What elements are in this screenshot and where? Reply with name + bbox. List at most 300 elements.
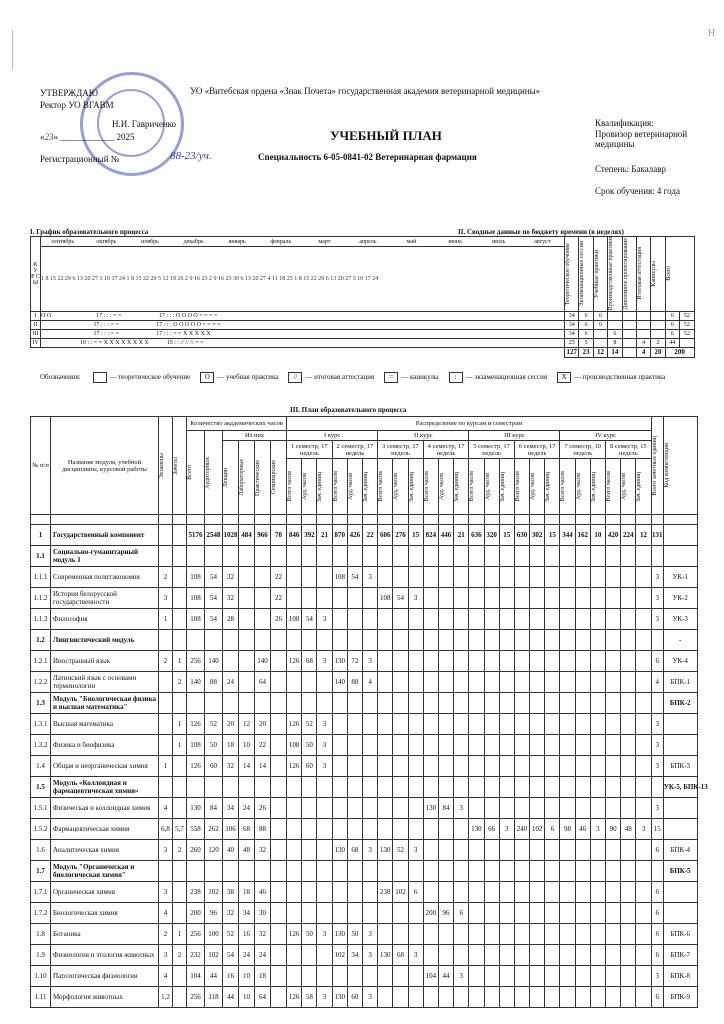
semester-cell (560, 693, 575, 714)
h-zet: Всего зачетных единиц (651, 417, 663, 515)
hours-cell (239, 588, 255, 609)
col-spacer (499, 515, 514, 525)
semester-cell (393, 861, 408, 882)
semester-cell (469, 966, 484, 987)
hours-cell: 88 (255, 819, 271, 840)
col-spacer (545, 515, 560, 525)
hours-cell: 52 (223, 924, 239, 945)
h-sem-sub: Зач. единиц (545, 459, 560, 515)
zet-total: 6 (651, 924, 663, 945)
semester-cell (438, 861, 453, 882)
semester-cell (636, 756, 651, 777)
semester-cell (408, 672, 423, 693)
hours-cell (271, 630, 287, 651)
semester-cell (317, 819, 332, 840)
semester-cell (454, 924, 469, 945)
semester-cell (621, 903, 636, 924)
legend-symbol (93, 372, 107, 383)
hours-cell (223, 693, 239, 714)
semester-cell (332, 588, 347, 609)
competence-code: БПК-8 (663, 966, 697, 987)
semester-cell (636, 924, 651, 945)
semester-cell (606, 777, 621, 798)
discipline-name: Биологическая химия (51, 903, 159, 924)
discipline-name: Общая и неорганическая химия (51, 756, 159, 777)
zet-total: 3 (651, 735, 663, 756)
h-sem-sub: Всего часов (606, 459, 621, 515)
sum-total-h: Всего (665, 237, 694, 312)
budget-cell: 6 (593, 320, 607, 329)
semester-cell (499, 756, 514, 777)
semester-cell (560, 588, 575, 609)
semester-cell (347, 588, 362, 609)
semester-cell (545, 567, 560, 588)
semester-cell (484, 735, 499, 756)
semester-cell (287, 819, 302, 840)
semester-cell (423, 672, 438, 693)
semester-cell (530, 567, 545, 588)
semester-cell (606, 882, 621, 903)
hours-cell: 130 (187, 798, 205, 819)
semester-cell (454, 882, 469, 903)
semester-cell (317, 945, 332, 966)
zet-total (651, 630, 663, 651)
semester-cell (590, 966, 605, 987)
legend-item (93, 373, 191, 381)
semester-cell (423, 756, 438, 777)
semester-cell (590, 735, 605, 756)
exam-semesters: 1,2 (159, 987, 173, 1008)
col-spacer (408, 515, 423, 525)
legend-text: — итоговая аттестация (305, 373, 375, 382)
semester-cell: 50 (302, 735, 317, 756)
budget-cell (622, 320, 636, 329)
semester-cell (499, 609, 514, 630)
hours-cell: 126 (187, 714, 205, 735)
h-lect: Лекции (223, 441, 239, 515)
plan-row (31, 672, 698, 693)
h-sem-sub: Всего часов (287, 459, 302, 515)
semester-cell (408, 861, 423, 882)
semester-cell: 6 (545, 819, 560, 840)
hours-cell: 484 (239, 525, 255, 546)
plan-row (31, 945, 698, 966)
plan-row (31, 735, 698, 756)
semester-cell (469, 756, 484, 777)
row-num: 1.7.1 (31, 882, 51, 903)
semester-cell (378, 924, 393, 945)
semester-cell (423, 546, 438, 567)
semester-cell (423, 777, 438, 798)
semester-cell (606, 609, 621, 630)
semester-cell (484, 567, 499, 588)
semester-cell: 3 (317, 651, 332, 672)
semester-cell: 50 (302, 924, 317, 945)
col-spacer (454, 515, 469, 525)
credit-semesters: 5,7 (173, 819, 187, 840)
hours-cell (255, 861, 271, 882)
zet-total: 3 (651, 798, 663, 819)
schedule-row (31, 320, 695, 329)
plan-row (31, 798, 698, 819)
semester-cell (499, 987, 514, 1008)
zet-total: 15 (651, 819, 663, 840)
col-spacer (575, 515, 590, 525)
reg-number: 88-23/уч. (170, 150, 212, 162)
semester-cell (621, 546, 636, 567)
semester-cell (317, 588, 332, 609)
hours-cell: 44 (223, 987, 239, 1008)
semester-cell (499, 567, 514, 588)
budget-cell: 6 (608, 329, 622, 338)
exam-semesters: 2 (159, 651, 173, 672)
semester-cell (499, 924, 514, 945)
semester-cell (287, 945, 302, 966)
semester-cell (378, 630, 393, 651)
semester-cell: 3 (454, 798, 469, 819)
semester-cell: 420 (606, 525, 621, 546)
h-num: № п/п (31, 417, 51, 515)
semester-cell (590, 861, 605, 882)
hours-cell: 256 (187, 924, 205, 945)
semester-cell (514, 861, 529, 882)
semester-cell (575, 693, 590, 714)
month-11: июль (492, 238, 506, 245)
semester-cell (606, 714, 621, 735)
legend-text: — теоретическое обучение (109, 373, 191, 382)
hours-cell (205, 546, 223, 567)
exam-semesters: 1 (159, 609, 173, 630)
semester-cell (545, 861, 560, 882)
col-spacer (514, 515, 529, 525)
hours-cell (239, 546, 255, 567)
semester-cell (636, 798, 651, 819)
semester-cell (317, 861, 332, 882)
h-semester-4: 4 семестр, 17 недель (423, 441, 469, 459)
budget-cell: 52 (680, 320, 694, 329)
competence-code (663, 798, 697, 819)
hours-cell: 24 (255, 945, 271, 966)
semester-cell (287, 567, 302, 588)
budget-cell (608, 320, 622, 329)
budget-cell: 6 (665, 329, 679, 338)
semester-cell (438, 840, 453, 861)
row-num: 1.1.2 (31, 588, 51, 609)
h-pract: Практические (255, 441, 271, 515)
h-sem-sub: Ауд. часов (438, 459, 453, 515)
discipline-name: Современная политэкономия (51, 567, 159, 588)
semester-cell (560, 924, 575, 945)
semester-cell (378, 714, 393, 735)
zet-total: 6 (651, 651, 663, 672)
hours-cell (255, 693, 271, 714)
plan-row (31, 630, 698, 651)
semester-cell (621, 651, 636, 672)
hours-cell: 54 (205, 609, 223, 630)
hours-cell: 10 (239, 966, 255, 987)
semester-cell (530, 903, 545, 924)
budget-cell: 52 (680, 311, 694, 320)
semester-cell (332, 714, 347, 735)
semester-cell (575, 609, 590, 630)
semester-cell (317, 966, 332, 987)
schedule-weeks: 17 : : : = = 17 : : : О О О О О = = = = (41, 320, 565, 329)
col-spacer (271, 515, 287, 525)
semester-cell (621, 861, 636, 882)
semester-cell (514, 588, 529, 609)
h-sem-sub: Зач. единиц (590, 459, 605, 515)
row-num: 1.6 (31, 840, 51, 861)
credit-semesters: 2 (173, 672, 187, 693)
semester-cell (499, 651, 514, 672)
semester-cell (606, 945, 621, 966)
semester-cell (590, 651, 605, 672)
plan-title: III. План образовательного процесса (290, 406, 407, 414)
hours-cell (255, 588, 271, 609)
exam-semesters: 6,8 (159, 819, 173, 840)
plan-row (31, 882, 698, 903)
semester-cell (530, 735, 545, 756)
credit-semesters: 1 (173, 924, 187, 945)
discipline-name: Модуль "Органическая и биологическая химия" (51, 861, 159, 882)
semester-cell: 68 (393, 945, 408, 966)
semester-cell (499, 777, 514, 798)
hours-cell: 102 (205, 882, 223, 903)
semester-cell (378, 861, 393, 882)
semester-cell (590, 630, 605, 651)
budget-cell: 2 (651, 338, 665, 347)
semester-cell (636, 693, 651, 714)
semester-cell (423, 651, 438, 672)
semester-cell (545, 840, 560, 861)
semester-cell (484, 693, 499, 714)
semester-cell (621, 798, 636, 819)
semester-cell: 22 (363, 525, 378, 546)
semester-cell (545, 945, 560, 966)
semester-cell (438, 714, 453, 735)
semester-cell (484, 756, 499, 777)
credit-semesters: 2 (173, 840, 187, 861)
semester-cell (317, 777, 332, 798)
competence-code (663, 714, 697, 735)
budget-cell (651, 320, 665, 329)
semester-cell (575, 546, 590, 567)
semester-cell: 3 (363, 987, 378, 1008)
hours-cell (239, 609, 255, 630)
row-num: 1.11 (31, 987, 51, 1008)
semester-cell (393, 567, 408, 588)
legend-label: Обозначения: (40, 373, 81, 382)
semester-cell (408, 567, 423, 588)
zet-total: 3 (651, 609, 663, 630)
semester-cell (408, 966, 423, 987)
competence-code (663, 882, 697, 903)
semester-cell (499, 861, 514, 882)
semester-cell (454, 714, 469, 735)
semester-cell (590, 588, 605, 609)
hours-cell (271, 945, 287, 966)
semester-cell (423, 861, 438, 882)
semester-cell (363, 882, 378, 903)
semester-cell (514, 567, 529, 588)
hours-cell: 48 (239, 840, 255, 861)
hours-cell: 32 (223, 567, 239, 588)
semester-cell (606, 861, 621, 882)
discipline-name: Социально-гуманитарный модуль 1 (51, 546, 159, 567)
semester-cell (347, 882, 362, 903)
h-total: Всего (187, 431, 205, 515)
semester-cell (363, 714, 378, 735)
competence-code: УК-3 (663, 609, 697, 630)
credit-semesters (173, 987, 187, 1008)
semester-cell (317, 903, 332, 924)
semester-cell (469, 609, 484, 630)
semester-cell (575, 588, 590, 609)
semester-cell (423, 693, 438, 714)
semester-cell (621, 630, 636, 651)
semester-cell (621, 945, 636, 966)
semester-cell (332, 798, 347, 819)
semester-cell (590, 798, 605, 819)
course-num: II (31, 320, 41, 329)
semester-cell: 130 (332, 987, 347, 1008)
semester-cell (530, 945, 545, 966)
semester-cell (332, 756, 347, 777)
semester-cell (575, 945, 590, 966)
col-spacer (469, 515, 484, 525)
discipline-name: Физиология и этология животных (51, 945, 159, 966)
semester-cell (636, 630, 651, 651)
budget-cell (651, 329, 665, 338)
plan-row (31, 588, 698, 609)
semester-cell: 126 (287, 651, 302, 672)
semester-cell (378, 672, 393, 693)
semester-cell (302, 840, 317, 861)
semester-cell (606, 588, 621, 609)
zet-total: 3 (651, 714, 663, 735)
hours-cell (223, 861, 239, 882)
semester-cell (393, 609, 408, 630)
semester-cell (332, 819, 347, 840)
hours-cell: 108 (187, 567, 205, 588)
row-num: 1.1.1 (31, 567, 51, 588)
semester-cell (393, 546, 408, 567)
discipline-name: Органическая химия (51, 882, 159, 903)
semester-cell (363, 819, 378, 840)
semester-cell (469, 903, 484, 924)
qual-label: Квалификация: (595, 118, 654, 128)
hours-cell: 20 (223, 714, 239, 735)
exam-semesters (159, 777, 173, 798)
semester-cell: 3 (363, 945, 378, 966)
semester-cell (287, 903, 302, 924)
semester-cell: 3 (408, 840, 423, 861)
hours-cell (255, 630, 271, 651)
specialty: Специальность 6-05-0841-02 Ветеринарная фармация (258, 152, 477, 162)
hours-cell (271, 777, 287, 798)
h-course-3: III курс (469, 431, 560, 441)
hours-cell: 40 (223, 840, 239, 861)
hours-cell: 108 (187, 735, 205, 756)
legend-symbol: X (557, 372, 571, 383)
semester-cell (560, 756, 575, 777)
hours-cell: 12 (239, 714, 255, 735)
semester-cell (363, 609, 378, 630)
col-spacer (51, 515, 159, 525)
semester-cell (347, 546, 362, 567)
h-name: Название модуля, учебной дисциплины, курсовой работы (51, 417, 159, 515)
h-course-1: I курс (287, 431, 378, 441)
semester-cell (606, 924, 621, 945)
semester-cell (560, 840, 575, 861)
month-2: октябрь (96, 238, 117, 245)
semester-cell: 44 (438, 966, 453, 987)
semester-cell (438, 567, 453, 588)
semester-cell (636, 840, 651, 861)
row-num: 1.9 (31, 945, 51, 966)
budget-cell: 6 (665, 311, 679, 320)
hours-cell: 34 (223, 798, 239, 819)
semester-cell (560, 651, 575, 672)
semester-cell (575, 714, 590, 735)
semester-cell: 54 (347, 567, 362, 588)
competence-code: УК-4 (663, 651, 697, 672)
semester-cell (469, 924, 484, 945)
semester-cell: 302 (530, 525, 545, 546)
semester-cell: 72 (347, 651, 362, 672)
hours-cell: 16 (239, 924, 255, 945)
h-sem-sub: Зач. единиц (499, 459, 514, 515)
month-9: май (406, 238, 417, 245)
budget-cell: 5 (579, 338, 593, 347)
semester-cell (560, 630, 575, 651)
schedule-table (30, 236, 695, 358)
semester-cell (499, 672, 514, 693)
hours-cell: 16 (223, 966, 239, 987)
col-spacer (621, 515, 636, 525)
semester-cell: 130 (469, 819, 484, 840)
budget-cell: 6 (665, 320, 679, 329)
semester-cell: 15 (499, 525, 514, 546)
h-sem-sub: Всего часов (560, 459, 575, 515)
semester-cell (302, 819, 317, 840)
semester-cell (287, 840, 302, 861)
hours-cell: 102 (205, 945, 223, 966)
hours-cell: 24 (223, 672, 239, 693)
semester-cell (393, 987, 408, 1008)
semester-cell (514, 798, 529, 819)
semester-cell: 824 (423, 525, 438, 546)
semester-cell (530, 546, 545, 567)
total-theory: 127 (566, 348, 577, 357)
month-7: март (318, 238, 331, 245)
semester-cell (484, 651, 499, 672)
semester-cell (438, 630, 453, 651)
hours-cell: 50 (205, 735, 223, 756)
degree: Степень: Бакалавр (595, 164, 667, 174)
semester-cell (408, 735, 423, 756)
h-sem: Семинарские (271, 441, 287, 515)
semester-cell (530, 588, 545, 609)
semester-cell (545, 966, 560, 987)
hours-cell (271, 882, 287, 903)
hours-cell (271, 693, 287, 714)
semester-cell (514, 840, 529, 861)
semester-cell (302, 630, 317, 651)
semester-cell (530, 693, 545, 714)
h-semester-6: 6 семестр, 17 недель (514, 441, 560, 459)
semester-cell: 3 (408, 588, 423, 609)
